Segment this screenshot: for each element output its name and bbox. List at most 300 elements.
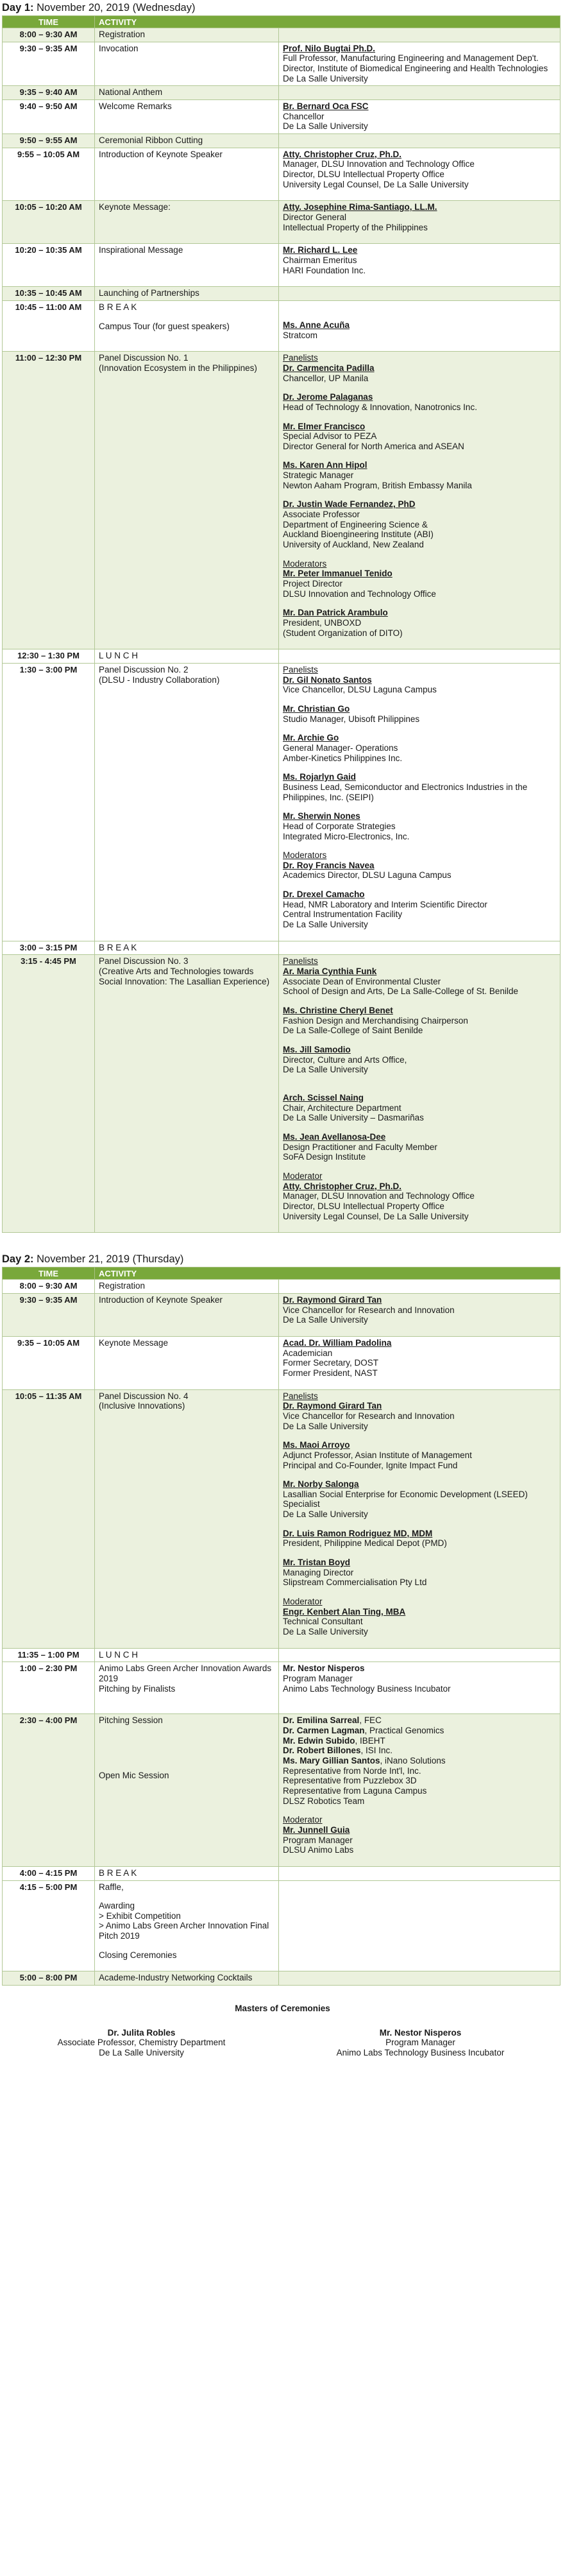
time-slot: 4:00 – 4:15 PM [3,1866,95,1880]
detail-line [283,589,556,599]
activity-column-header: ACTIVITY [95,1267,561,1280]
role-label-text: Moderators [283,558,327,569]
line-text: Director, Institute of Biomedical Engineering and Health Technologies De La Salle University [283,64,548,83]
line-text: SoFA Design Institute [283,1152,366,1162]
line-text: Head of Corporate Strategies [283,821,396,831]
detail-line [283,1305,556,1316]
person-name-text: Mr. Junnell Guia [283,1825,350,1835]
detail-line [283,714,556,725]
line-text: Panel Discussion No. 3 [99,956,189,966]
time-slot: 8:00 – 9:30 AM [3,1280,95,1294]
person-name-text: Ms. Maoi Arroyo [283,1440,350,1450]
detail-line [283,1568,556,1578]
time-column-header: TIME [3,1267,95,1280]
speaker-details-cell [279,1714,561,1867]
line-text: Auckland Bioengineering Institute (ABI) [283,529,434,540]
detail-line [283,1421,556,1432]
line-text: Director, DLSU Intellectual Property Office [283,169,444,179]
detail-line [283,1796,556,1807]
master-name: Mr. Nestor Nisperos [379,2027,462,2038]
person-name [283,392,556,402]
person-name-text: Mr. Norby Salonga [283,1479,359,1490]
master-name: Dr. Julita Robles [107,2027,176,2038]
master-org: Animo Labs Technology Business Incubator [336,2048,505,2058]
spacer [283,599,556,608]
person-name-text: Engr. Kenbert Alan Ting, MBA [283,1606,406,1617]
line-text: Chancellor, UP Manila [283,373,369,383]
spacer [99,1753,274,1762]
speaker-details-cell [279,663,561,941]
detail-line [283,1674,556,1684]
line-text: L U N C H [99,651,139,661]
speaker-details-cell [279,100,561,134]
detail-line [283,1358,556,1368]
detail-line [283,169,556,180]
line-text: Chancellor [283,111,325,121]
line-text: DLSU Animo Labs [283,1845,354,1855]
line-text: Invocation [99,43,139,53]
time-slot: 9:30 – 9:35 AM [3,42,95,86]
line-text: Amber-Kinetics Philippines Inc. [283,753,403,763]
activity-line [99,1882,274,1893]
line-text: B R E A K [99,302,137,312]
detail-line [283,1776,556,1786]
detail-line [283,64,556,83]
spacer [283,1637,556,1646]
person-name-text: Dr. Raymond Girard Tan [283,1401,382,1411]
activity-line [99,675,274,685]
line-text: Panel Discussion No. 1 [99,353,189,363]
person-name-text: Mr. Archie Go [283,733,339,743]
person-name-text: Br. Bernard Oca FSC [283,101,369,112]
activity-line [99,1868,274,1878]
role-label-text: Panelists [283,1391,318,1401]
person-name [283,889,556,900]
activity-line [99,1715,274,1726]
speaker-details-cell [279,1866,561,1880]
speaker-details-cell [279,28,561,42]
detail-line [283,1142,556,1153]
detail-line [283,121,556,132]
spacer [283,275,556,284]
person-name [283,1825,556,1835]
detail-line [283,821,556,832]
activity-line [99,322,274,332]
line-text: Closing Ceremonies [99,1950,177,1960]
spacer [283,930,556,939]
line-text: Special Advisor to PEZA [283,431,377,442]
role-label [283,665,556,675]
schedule-row [3,1880,561,1971]
speaker-details-cell [279,1880,561,1971]
schedule-row [3,28,561,42]
person-name-text: Dr. Drexel Camacho [283,889,365,900]
line-text: Academician [283,1348,333,1358]
role-label [283,1815,556,1825]
person-name-text: Dr. Emilina Sarreal [283,1715,360,1726]
person-name [283,1479,556,1490]
detail-line [283,977,556,987]
schedule-row [3,1280,561,1294]
detail-line [283,481,556,491]
activity-cell [95,1389,279,1648]
speaker-details-cell [279,955,561,1233]
activity-cell [95,134,279,148]
detail-line [283,685,556,695]
time-slot: 3:15 - 4:45 PM [3,955,95,1233]
line-text: Raffle, [99,1882,124,1892]
person-name [283,1006,556,1016]
line-text: B R E A K [99,942,137,952]
spacer [283,383,556,392]
detail-line [283,1450,556,1461]
line-text: President, UNBOXD [283,618,362,628]
detail-line [283,743,556,753]
line-text: Keynote Message: [99,202,171,212]
spacer [99,1762,274,1771]
line-text: Animo Labs Technology Business Incubator [283,1683,451,1694]
person-name-text: Ar. Maria Cynthia Funk [283,966,377,977]
detail-line [283,529,556,540]
spacer [283,763,556,772]
person-name-text: Dr. Carmen Lagman [283,1725,365,1735]
detail-line [283,1315,556,1325]
activity-cell [95,1336,279,1389]
spacer [283,1855,556,1864]
person-name [283,1529,556,1539]
detail-line [283,753,556,764]
role-label [283,1597,556,1607]
detail-line [283,1113,556,1123]
person-name [283,202,556,212]
schedule-row [3,955,561,1233]
schedule-row [3,1648,561,1662]
spacer [283,232,556,241]
activity-line [99,1295,274,1305]
line-text: Vice Chancellor for Research and Innovation [283,1305,455,1315]
time-slot: 9:30 – 9:35 AM [3,1293,95,1336]
line-text: > Exhibit Competition [99,1911,181,1921]
role-label-text: Moderator [283,1815,323,1825]
activity-line [99,202,274,212]
time-slot: 11:00 – 12:30 PM [3,352,95,649]
speaker-details-cell [279,148,561,201]
spacer [283,550,556,559]
time-slot: 5:00 – 8:00 PM [3,1971,95,1986]
speaker-details-cell [279,1280,561,1294]
day-1-rows [3,28,561,1233]
detail-line [283,870,556,880]
detail-line [283,1845,556,1855]
line-text: General Manager- Operations [283,743,398,753]
person-name [283,320,556,331]
person-name-text: Ms. Jill Samodio [283,1045,351,1054]
line-text: Awarding [99,1901,135,1911]
activity-line [99,1401,274,1411]
schedule-row [3,86,561,100]
master-role: Program Manager [385,2038,455,2048]
person-name [283,422,556,432]
person-name-text: Mr. Richard L. Lee [283,245,358,255]
activity-cell [95,1648,279,1662]
detail-line [283,1152,556,1162]
line-text: Ceremonial Ribbon Cutting [99,135,203,146]
role-label-text: Panelists [283,353,318,363]
spacer [283,1806,556,1815]
detail-line [283,1461,556,1471]
line-text: Manager, DLSU Innovation and Technology Office [283,1191,475,1201]
line-text: (Creative Arts and Technologies towards Social Innovation: The Lasallian Experience) [99,966,270,986]
activity-line [99,288,274,298]
role-label [283,850,556,861]
line-text: Registration [99,1281,146,1291]
line-text: Department of Engineering Science & [283,519,428,529]
person-name-text: Mr. Dan Patrick Arambulo [283,608,388,618]
activity-line [99,1338,274,1348]
person-name [283,1726,556,1736]
spacer [283,311,556,320]
person-name [283,1295,556,1305]
detail-line [283,618,556,628]
time-slot: 9:55 – 10:05 AM [3,148,95,201]
activity-cell [95,941,279,955]
line-text: Strategic Manager [283,470,354,481]
line-text: Central Instrumentation Facility [283,909,403,920]
line-text: Studio Manager, Ubisoft Philippines [283,714,420,724]
detail-line [283,1684,556,1694]
line-text: Integrated Micro-Electronics, Inc. [283,831,410,841]
detail-line [283,470,556,481]
person-name [283,1715,556,1726]
detail-line [283,510,556,520]
detail-line [283,986,556,997]
activity-cell [95,1880,279,1971]
time-slot: 4:15 – 5:00 PM [3,1880,95,1971]
activity-cell [95,955,279,1233]
person-name-text: Dr. Robert Billones [283,1746,361,1756]
activity-cell [95,244,279,287]
spacer [283,1084,556,1093]
line-text: Former President, NAST [283,1368,378,1378]
person-name [283,1558,556,1568]
detail-line [283,1509,556,1520]
schedule-row [3,287,561,301]
line-text: Newton Aaham Program, British Embassy Manila [283,480,472,490]
time-slot: 1:00 – 2:30 PM [3,1662,95,1714]
line-text: Associate Dean of Environmental Cluster [283,976,441,986]
activity-cell [95,352,279,649]
affiliation-text: , ISI Inc. [360,1746,393,1756]
schedule-row [3,1662,561,1714]
time-slot: 10:20 – 10:35 AM [3,244,95,287]
person-name [283,811,556,821]
affiliation-text: , IBEHT [355,1735,385,1746]
person-name [283,704,556,714]
person-name-text: Dr. Raymond Girard Tan [283,1294,382,1305]
person-name-text: Ms. Jean Avellanosa-Dee [283,1131,386,1142]
line-text: Panel Discussion No. 4 [99,1391,189,1401]
detail-line [283,112,556,122]
activity-cell [95,300,279,351]
schedule-row [3,1714,561,1867]
activity-line [99,363,274,374]
schedule-row [3,1866,561,1880]
person-name-text: Prof. Nilo Bugtai Ph.D. [283,43,375,53]
detail-line [283,1368,556,1378]
spacer [283,802,556,811]
line-text: Chairman Emeritus [283,255,357,265]
line-text: L U N C H [99,1649,139,1660]
activity-line [99,1950,274,1961]
schedule-row [3,663,561,941]
person-name-text: Mr. Sherwin Nones [283,811,360,821]
person-name-text: Dr. Luis Ramon Rodriguez MD, MDM [283,1528,433,1538]
role-label-text: Moderators [283,850,327,861]
line-text: Business Lead, Semiconductor and Electronics Industries in the Philippines, Inc. (SEIPI) [283,782,528,802]
line-text: Academe-Industry Networking Cocktails [99,1973,253,1983]
line-text: Lasallian Social Enterprise for Economic Development (LSEED) Specialist [283,1489,528,1509]
line-text: Manager, DLSU Innovation and Technology Office [283,159,475,169]
line-text: B R E A K [99,1868,137,1878]
person-name-text: Dr. Roy Francis Navea [283,860,375,870]
line-text: Vice Chancellor, DLSU Laguna Campus [283,685,437,695]
line-text: Program Manager [283,1674,353,1683]
role-label-text: Panelists [283,664,318,674]
activity-line [99,1650,274,1660]
line-text: Campus Tour (for guest speakers) [99,321,230,331]
schedule-row [3,352,561,649]
detail-line [283,909,556,920]
spacer [283,302,556,311]
activity-column-header: ACTIVITY [95,16,561,28]
activity-line [99,1663,274,1683]
activity-line [99,101,274,112]
person-name [283,460,556,470]
spacer [283,413,556,422]
detail-line [283,255,556,266]
time-slot: 11:35 – 1:00 PM [3,1648,95,1662]
detail-line [283,431,556,442]
line-text: De La Salle University – Dasmariñas [283,1113,424,1123]
time-slot: 9:50 – 9:55 AM [3,134,95,148]
speaker-details-cell [279,1971,561,1986]
activity-line [99,150,274,160]
person-name [283,1736,556,1746]
detail-line [283,159,556,169]
person-name [283,1401,556,1411]
activity-line [99,1281,274,1291]
line-text: DLSU Innovation and Technology Office [283,588,436,599]
line-text: Welcome Remarks [99,101,172,112]
line-text: Animo Labs Green Archer Innovation Awards 2019 [99,1663,272,1683]
line-text: Launching of Partnerships [99,288,199,298]
detail-line [283,1212,556,1222]
person-name [283,245,556,255]
spacer [283,288,556,297]
person-name-text: Dr. Jerome Palaganas [283,392,373,402]
activity-cell [95,1662,279,1714]
line-text: Director, Culture and Arts Office, [283,1054,407,1065]
activity-line [99,302,274,313]
time-slot: 10:05 – 10:20 AM [3,201,95,244]
detail-line [283,1627,556,1637]
activity-line [99,1771,274,1781]
affiliation-text: , FEC [359,1715,382,1726]
speaker-details-cell [279,287,561,301]
line-text: University Legal Counsel, De La Salle University [283,179,469,189]
speaker-details-cell [279,86,561,100]
detail-line [283,1016,556,1026]
spacer [283,997,556,1006]
line-text: (DLSU - Industry Collaboration) [99,674,220,685]
speaker-details-cell [279,201,561,244]
activity-cell [95,86,279,100]
spacer [283,1588,556,1597]
role-label-text: Panelists [283,956,318,966]
person-name [283,44,556,54]
line-text: De La Salle University [283,1627,368,1637]
person-name [283,1132,556,1142]
program-document [2,2,563,2058]
person-name-text: Mr. Elmer Francisco [283,421,366,431]
schedule-row [3,1293,561,1336]
person-name-text: Mr. Peter Immanuel Tenido [283,569,392,579]
speaker-details-cell [279,1293,561,1336]
spacer [283,1694,556,1703]
person-name-text: Dr. Carmencita Padilla [283,363,375,373]
line-text: Full Professor, Manufacturing Engineering and Management Dep't. [283,53,539,64]
time-slot: 9:35 – 9:40 AM [3,86,95,100]
detail-line [283,1103,556,1113]
master-of-ceremony [281,2028,560,2058]
day-1-date: November 20, 2019 (Wednesday) [37,2,196,13]
speaker-details-cell [279,244,561,287]
activity-line [99,1684,274,1694]
activity-cell [95,663,279,941]
time-slot: 8:00 – 9:30 AM [3,28,95,42]
detail-line [283,1538,556,1549]
detail-line [283,1490,556,1509]
spacer [99,313,274,322]
spacer [283,1549,556,1558]
line-text: De La Salle University [283,1509,368,1520]
spacer [283,451,556,460]
person-name-text: Mr. Nestor Nisperos [283,1663,365,1674]
spacer [283,1431,556,1440]
line-text: Panel Discussion No. 2 [99,664,189,674]
activity-line [99,1921,274,1941]
person-name-text: Acad. Dr. William Padolina [283,1337,392,1348]
master-org: De La Salle University [99,2048,184,2058]
person-name [283,1181,556,1192]
detail-line [283,1411,556,1421]
person-name [283,150,556,160]
role-label [283,353,556,363]
spacer [99,1892,274,1901]
person-name-text: Atty. Christopher Cruz, Ph.D. [283,149,402,159]
day-2-rows [3,1280,561,1986]
role-label [283,956,556,966]
day-2-section [2,1253,563,1986]
person-name [283,1045,556,1055]
line-text: Registration [99,30,146,40]
activity-cell [95,28,279,42]
line-text: Chair, Architecture Department [283,1103,401,1113]
detail-line [283,402,556,413]
time-slot: 1:30 – 3:00 PM [3,663,95,941]
day-1-schedule-table [2,15,561,1233]
person-name [283,1338,556,1348]
